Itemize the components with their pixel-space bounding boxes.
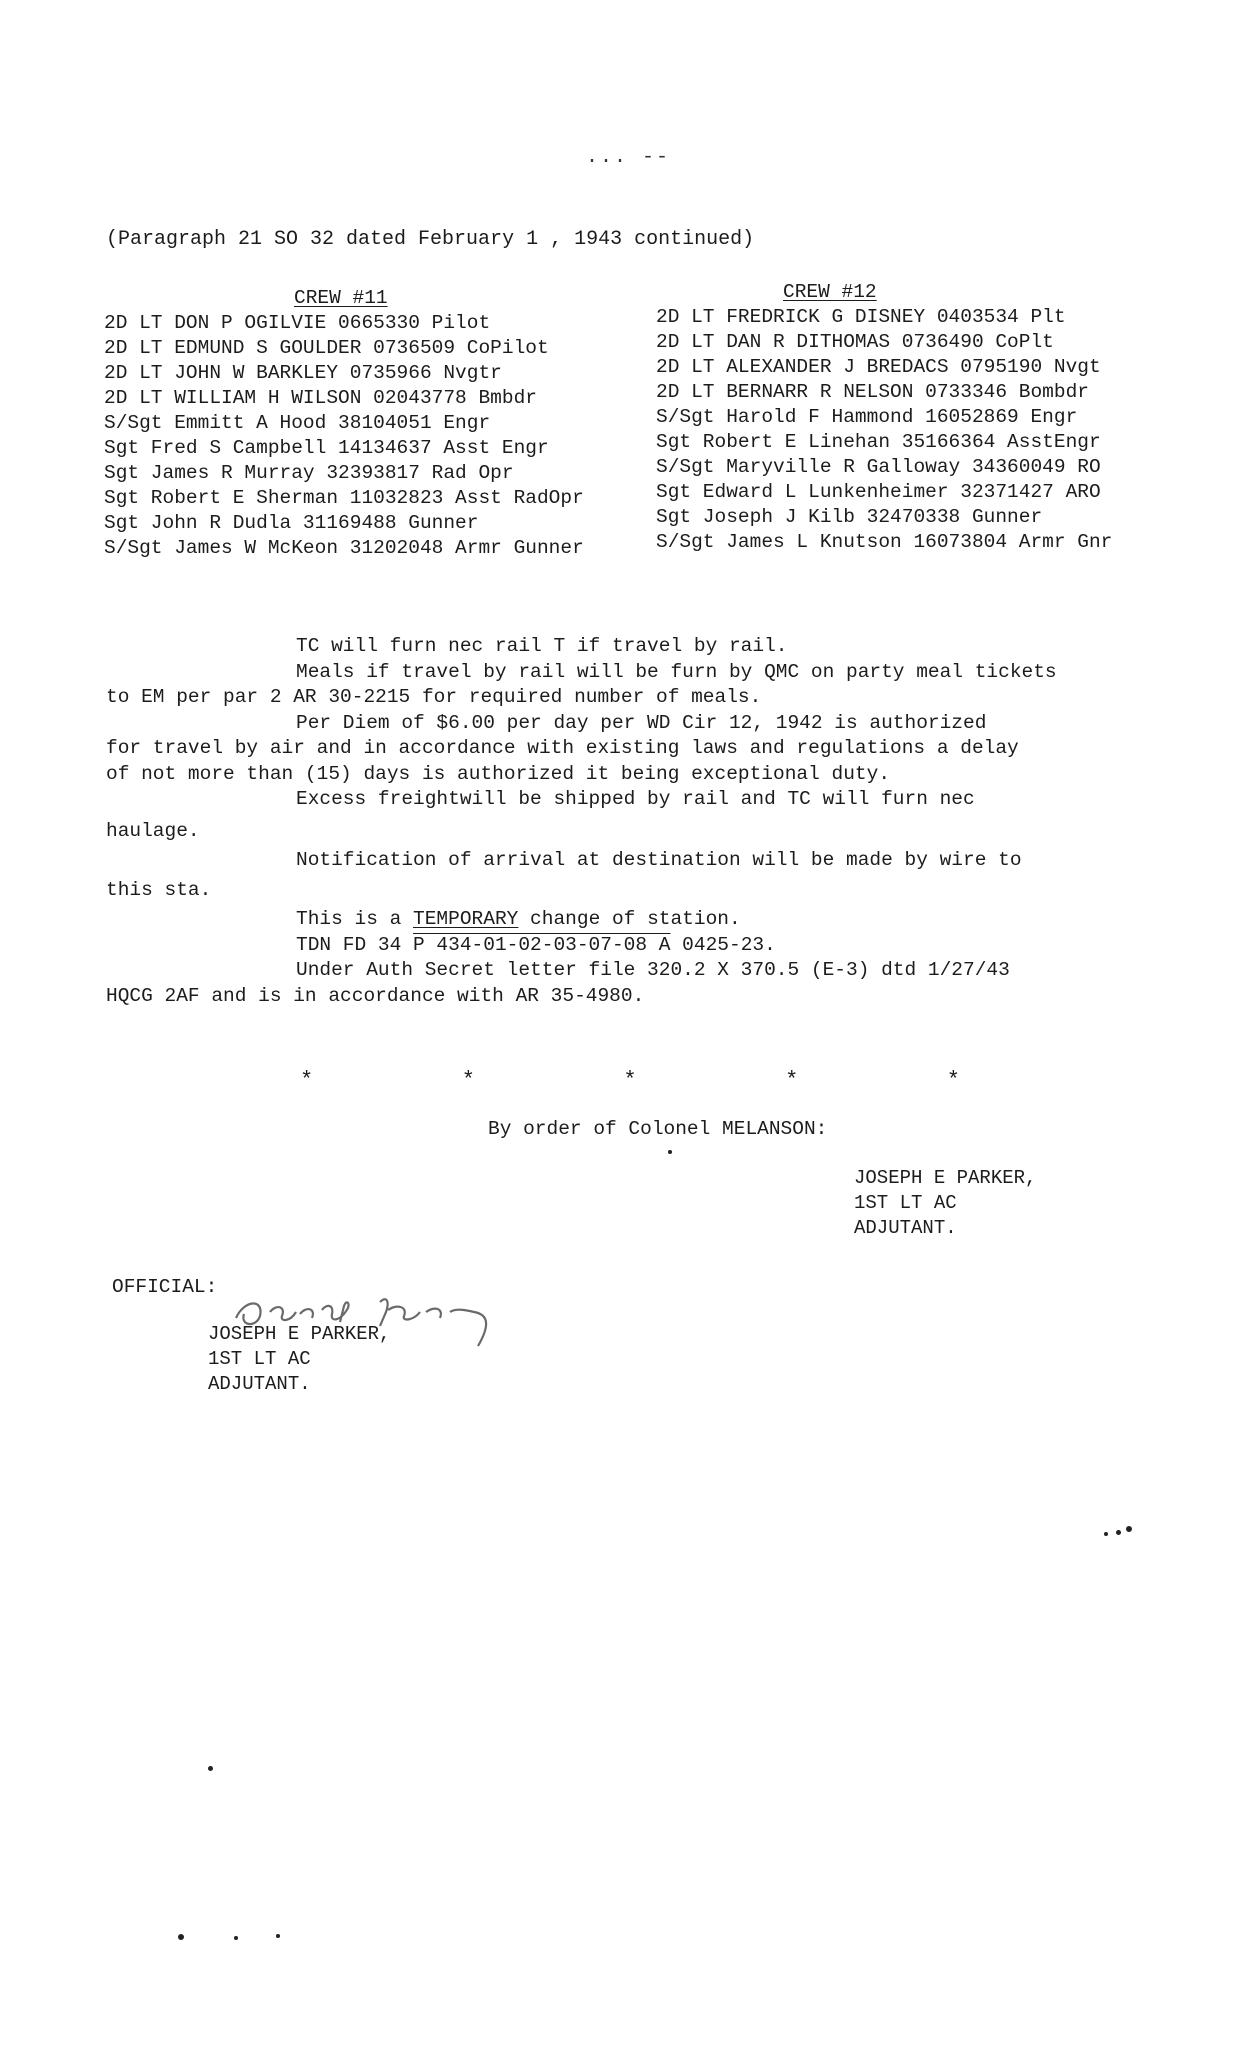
authority-line2: HQCG 2AF and is in accordance with AR 35-4980. [106, 984, 645, 1007]
signature-block [854, 1166, 1036, 1241]
crew-member: Sgt Robert E Linehan 35166364 AsstEngr [656, 431, 1101, 453]
crew-member: Sgt Edward L Lunkenheimer 32371427 ARO [656, 481, 1101, 503]
crew-member: 2D LT BERNARR R NELSON 0733346 Bombdr [656, 381, 1089, 403]
tdn-code: P 434-01-02-03-07-08 A [413, 933, 671, 956]
crew-member: S/Sgt Harold F Hammond 16052869 Engr [656, 406, 1078, 428]
crew-11-title: CREW #11 [294, 287, 388, 309]
temporary-pre: This is a [296, 908, 414, 930]
notification-line1: Notification of arrival at destination will be made by wire to [296, 849, 1022, 871]
temporary-word: TEMPORARY [413, 908, 519, 930]
signer-title: ADJUTANT. [854, 1217, 957, 1239]
official-signature-block [208, 1322, 390, 1397]
star: * [461, 1068, 475, 1093]
scan-speck [178, 1934, 184, 1940]
star: * [300, 1068, 314, 1093]
star: * [946, 1068, 960, 1093]
per-diem-line2: for travel by air and in accordance with existing laws and regulations a delay [106, 737, 1019, 759]
crew-member: Sgt James R Murray 32393817 Rad Opr [104, 462, 514, 484]
header-marks: ... -- [586, 146, 671, 169]
crew-12-title: CREW #12 [783, 281, 877, 303]
crew-member: S/Sgt James L Knutson 16073804 Armr Gnr [656, 531, 1113, 553]
crew-member: S/Sgt Maryville R Galloway 34360049 RO [656, 456, 1101, 478]
official-label: OFFICIAL: [112, 1276, 218, 1298]
crew-member: 2D LT WILLIAM H WILSON 02043778 Bmbdr [104, 387, 537, 409]
star: * [623, 1068, 637, 1093]
temporary-change-line [106, 907, 1126, 933]
transport-paragraph: TC will furn nec rail T if travel by rail. [296, 635, 788, 657]
order-line: By order of Colonel MELANSON: [488, 1118, 828, 1140]
crew-11-roster [104, 286, 584, 561]
freight-line1: Excess freightwill be shipped by rail and TC will furn nec [296, 788, 975, 810]
notification-line2: this sta. [106, 878, 212, 901]
crew-member: Sgt Joseph J Kilb 32470338 Gunner [656, 506, 1043, 528]
scan-speck [208, 1766, 213, 1771]
paragraph-heading: (Paragraph 21 SO 32 dated February 1 , 1943 continued) [106, 228, 755, 251]
per-diem-line3: of not more than (15) days is authorized it being exceptional duty. [106, 762, 891, 785]
crew-member: 2D LT JOHN W BARKLEY 0735966 Nvgtr [104, 362, 502, 384]
signer-rank: 1ST LT AC [854, 1192, 957, 1214]
orders-body [106, 634, 1126, 1009]
freight-line2: haulage. [106, 819, 200, 842]
scan-speck [1104, 1532, 1108, 1536]
star: * [785, 1068, 799, 1093]
crew-member: Sgt Robert E Sherman 11032823 Asst RadOpr [104, 487, 584, 509]
scan-speck [276, 1934, 280, 1938]
official-name: JOSEPH E PARKER, [208, 1323, 391, 1345]
scan-speck [234, 1936, 238, 1940]
crew-member: 2D LT EDMUND S GOULDER 0736509 CoPilot [104, 337, 549, 359]
tdn-post: 0425-23. [670, 933, 776, 956]
crew-member: 2D LT DAN R DITHOMAS 0736490 CoPlt [656, 331, 1054, 353]
tdn-line [106, 933, 1126, 959]
crew-member: 2D LT FREDRICK G DISNEY 0403534 Plt [656, 306, 1066, 328]
authority-line1: Under Auth Secret letter file 320.2 X 370.5 (E-3) dtd 1/27/43 [296, 959, 1010, 981]
meals-paragraph-line1: Meals if travel by rail will be furn by QMC on party meal tickets [296, 660, 1057, 683]
scan-speck [1126, 1526, 1132, 1532]
signer-name: JOSEPH E PARKER, [854, 1167, 1037, 1189]
scan-speck [668, 1150, 672, 1154]
scan-speck [1116, 1530, 1121, 1535]
temporary-post: change of station. [518, 908, 741, 930]
crew-member: Sgt John R Dudla 31169488 Gunner [104, 512, 479, 534]
official-title: ADJUTANT. [208, 1373, 311, 1395]
crew-member: 2D LT ALEXANDER J BREDACS 0795190 Nvgt [656, 356, 1101, 378]
meals-paragraph-line2: to EM per par 2 AR 30-2215 for required number of meals. [106, 686, 762, 708]
crew-member: S/Sgt Emmitt A Hood 38104051 Engr [104, 412, 491, 434]
separator-stars [300, 1068, 960, 1093]
official-rank: 1ST LT AC [208, 1348, 311, 1370]
crew-12-roster [656, 280, 1112, 555]
crew-member: Sgt Fred S Campbell 14134637 Asst Engr [104, 437, 549, 459]
crew-member: 2D LT DON P OGILVIE 0665330 Pilot [104, 312, 491, 334]
tdn-pre: TDN FD 34 [296, 933, 414, 956]
crew-member: S/Sgt James W McKeon 31202048 Armr Gunner [104, 537, 584, 559]
per-diem-line1: Per Diem of $6.00 per day per WD Cir 12, 1942 is authorized [296, 711, 987, 734]
